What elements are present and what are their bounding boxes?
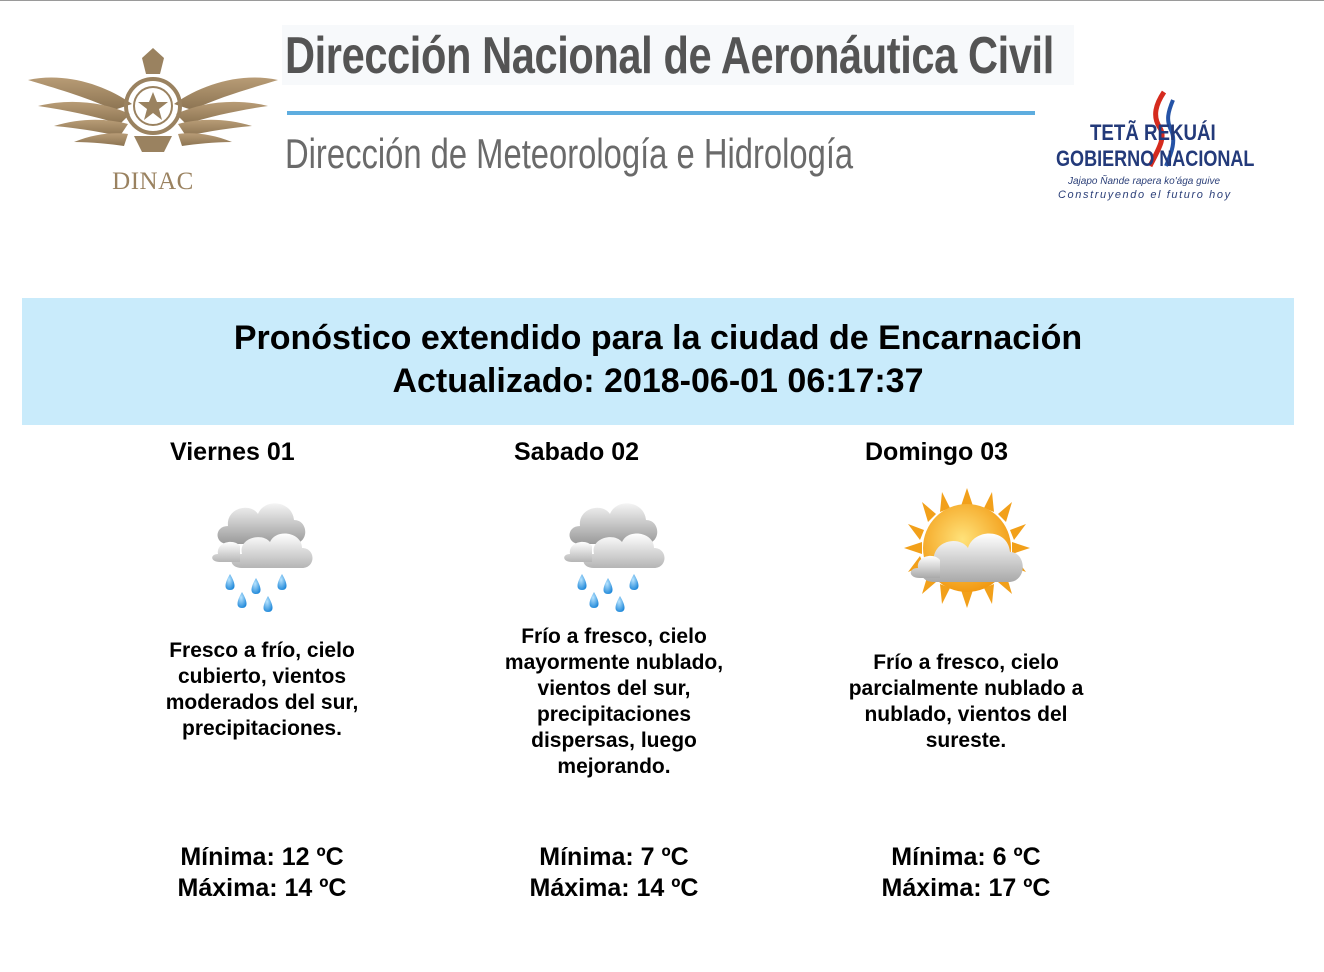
day-name: Viernes 01 [170,438,295,466]
forecast-title: Pronóstico extendido para la ciudad de Encarnación [233,319,1083,357]
day-temperatures [484,842,744,904]
min-temperature: Mínima: 6 ºC [891,843,1041,871]
day-name: Sabado 02 [514,438,640,466]
title-divider [287,111,1035,115]
dinac-wings-emblem-icon [24,44,282,169]
min-temperature: Mínima: 7 ºC [539,843,689,871]
rain-cloud-icon [198,484,328,620]
day-temperatures [836,842,1096,904]
forecast-day-2 [484,438,744,918]
agency-title: Dirección Nacional de Aeronáutica Civil [285,27,1054,85]
gov-logo-tagline-guarani: Jajapo Ñande rapera ko'ága guive [1068,176,1221,187]
page-header [0,0,1324,240]
day-description: Frío a fresco, cielo mayormente nublado, vientos del sur, precipitaciones dispersas, luego mejorando. [504,625,724,778]
max-temperature: Máxima: 17 ºC [881,874,1051,902]
max-temperature: Máxima: 14 ºC [177,874,347,902]
min-temperature: Mínima: 12 ºC [180,843,344,871]
day-name: Domingo 03 [865,438,1009,466]
gov-logo-tagline-spanish: Construyendo el futuro hoy [1058,189,1232,201]
forecast-day-1 [132,438,392,918]
forecast-day-3 [836,438,1096,918]
agency-subtitle: Dirección de Meteorología e Hidrología [285,130,854,177]
day-temperatures [132,842,392,904]
forecast-header [22,298,1294,425]
day-description: Frío a fresco, cielo parcialmente nublado a nublado, vientos del sureste. [848,651,1084,752]
dinac-wordmark: DINAC [112,168,194,195]
day-description: Fresco a frío, cielo cubierto, vientos moderados del sur, precipitaciones. [165,639,359,740]
government-logo [1052,90,1282,210]
sun-behind-cloud-icon [900,484,1030,620]
forecast-updated: Actualizado: 2018-06-01 06:17:37 [392,362,924,400]
rain-cloud-icon [550,484,680,620]
gov-logo-line2: GOBIERNO NACIONAL [1056,146,1255,171]
max-temperature: Máxima: 14 ºC [529,874,699,902]
gov-logo-line1: TETÃ REKUÁI [1090,120,1216,145]
dinac-logo [24,44,282,204]
